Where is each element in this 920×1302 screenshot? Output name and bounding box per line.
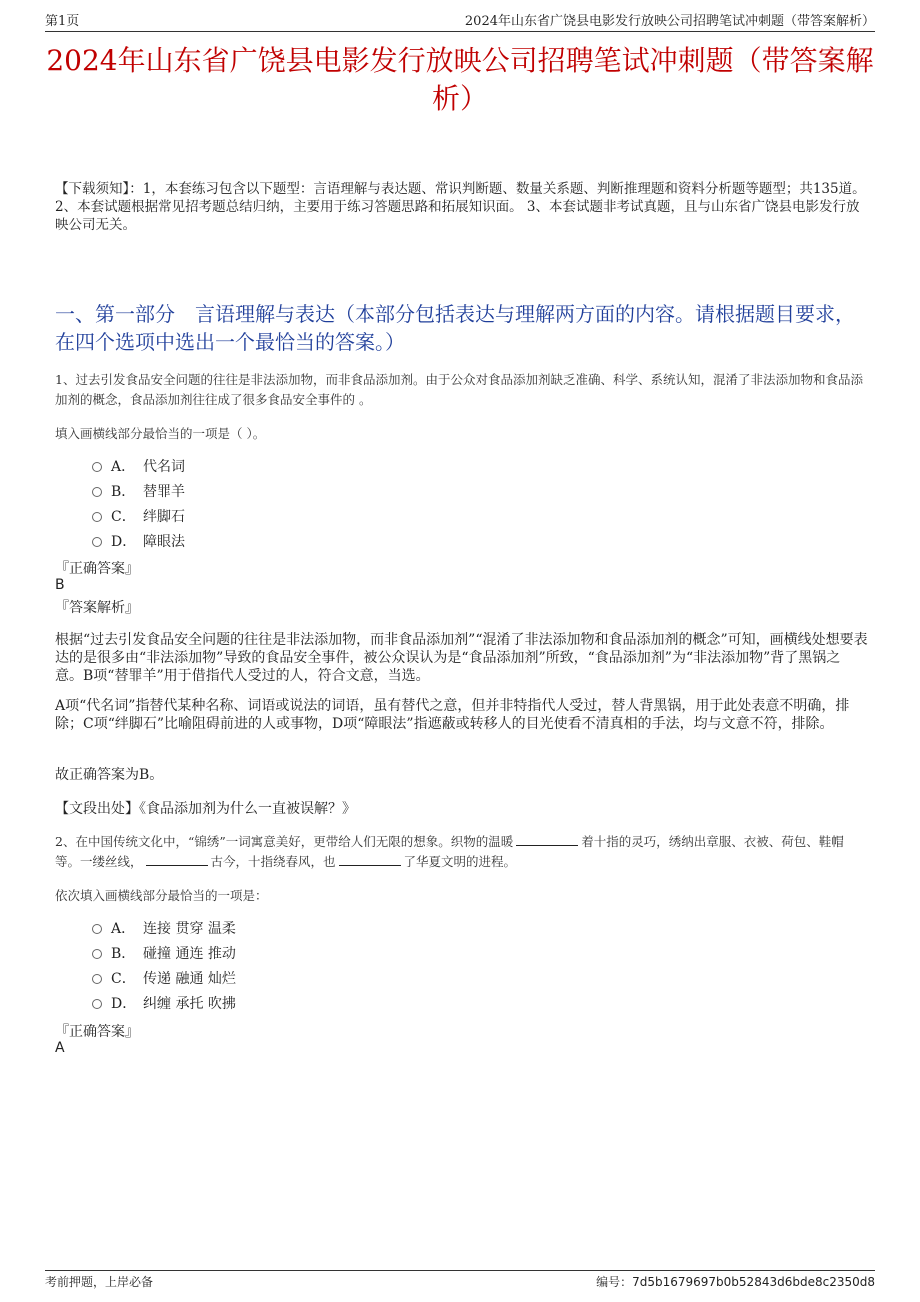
download-notice: 【下载须知】：1，本套练习包含以下题型：言语理解与表达题、常识判断题、数量关系题、判断推理题和资料分析题等题型；共135道。 2、本套试题根据常见招考题总结归纳，主要用于练习答题思路和拓展知识面。 3、本套试题非考试真题，且与山东省广饶县电影发行放映公司无关。	[55, 181, 866, 233]
option-text: 纠缠 承托 吹拂	[143, 995, 236, 1012]
radio-icon[interactable]	[92, 974, 102, 984]
option-letter: B．	[111, 483, 136, 500]
stem-text: 古今，十指绕春风，也	[210, 854, 336, 869]
radio-icon[interactable]	[92, 512, 102, 522]
option-text: 代名词	[143, 458, 185, 475]
question-2-stem	[55, 832, 868, 872]
source-citation: 【文段出处】《食品添加剂为什么一直被误解？》	[55, 801, 356, 817]
option-letter: D．	[111, 533, 137, 550]
stem-text: 了华夏文明的进程。	[403, 854, 517, 869]
question-1-stem: 1、过去引发食品安全问题的往往是非法添加物，而非食品添加剂。由于公众对食品添加剂缺乏准确、科学、系统认知，混淆了非法添加物和食品添加剂的概念，食品添加剂往往成了很多食品安全事件的 。	[55, 372, 863, 407]
radio-icon[interactable]	[92, 487, 102, 497]
analysis-label: 『答案解析』	[55, 600, 139, 616]
answer-blank	[339, 854, 401, 866]
footer-slogan: 考前押题，上岸必备	[45, 1275, 154, 1289]
question-2-options	[92, 915, 492, 1015]
radio-icon[interactable]	[92, 999, 102, 1009]
option-text: 绊脚石	[143, 508, 185, 525]
document-title: 2024年山东省广饶县电影发行放映公司招聘笔试冲刺题（带答案解析）	[46, 44, 874, 115]
option-a[interactable]	[92, 915, 492, 940]
option-d[interactable]	[92, 990, 492, 1015]
correct-answer-label: 『正确答案』	[55, 1024, 139, 1040]
stem-text: 着十指的灵巧，绣纳出章服、衣被、荷包、鞋帽等。一缕丝线，	[55, 834, 844, 869]
question-1-prompt: 填入画横线部分最恰当的一项是（ ）。	[55, 426, 266, 441]
option-letter: A．	[111, 458, 136, 475]
analysis-paragraph-1: 根据“过去引发食品安全问题的往往是非法添加物，而非食品添加剂”“混淆了非法添加物和食品添加剂的概念”可知，画横线处想要表达的是很多由“非法添加物”导致的食品安全事件，被公众误认为是“食品添加剂”所致，“食品添加剂”为“非法添加物”背了黑锅之意。B项“替罪羊”用于借指代人受过的人，符合文意，当选。	[55, 632, 868, 684]
option-letter: C．	[111, 508, 136, 525]
radio-icon[interactable]	[92, 949, 102, 959]
option-text: 替罪羊	[143, 483, 185, 500]
option-c[interactable]	[92, 503, 492, 528]
page-header	[45, 14, 875, 32]
stem-text: 2、在中国传统文化中，“锦绣”一词寓意美好，更带给人们无限的想象。织物的温暖	[55, 834, 514, 849]
option-letter: A．	[111, 920, 136, 937]
question-2-prompt: 依次填入画横线部分最恰当的一项是：	[55, 888, 268, 903]
analysis-paragraph-2: A项“代名词”指替代某种名称、词语或说法的词语，虽有替代之意，但并非特指代人受过，替人背黑锅，用于此处表意不明确，排除；C项“绊脚石”比喻阻碍前进的人或事物，D项“障眼法”指遮蔽或转移人的目光使看不清真相的手法，均与文意不符，排除。	[55, 698, 850, 732]
page-footer	[45, 1270, 875, 1288]
correct-answer-label: 『正确答案』	[55, 561, 139, 577]
option-text: 连接 贯穿 温柔	[143, 920, 236, 937]
option-text: 碰撞 通连 推动	[143, 945, 236, 962]
option-letter: D．	[111, 995, 137, 1012]
page-number: 第1页	[45, 14, 80, 29]
correct-answer: A	[55, 1040, 65, 1056]
radio-icon[interactable]	[92, 537, 102, 547]
radio-icon[interactable]	[92, 924, 102, 934]
section-heading: 一、第一部分 言语理解与表达（本部分包括表达与理解两方面的内容。请根据题目要求，在四个选项中选出一个最恰当的答案。）	[55, 302, 855, 354]
option-b[interactable]	[92, 940, 492, 965]
answer-blank	[146, 854, 208, 866]
document-id: 编号：7d5b1679697b0b52843d6bde8c2350d8	[596, 1275, 875, 1289]
option-d[interactable]	[92, 528, 492, 553]
option-b[interactable]	[92, 478, 492, 503]
radio-icon[interactable]	[92, 462, 102, 472]
option-letter: C．	[111, 970, 136, 987]
answer-blank	[516, 834, 578, 846]
question-1-options	[92, 453, 492, 553]
option-c[interactable]	[92, 965, 492, 990]
option-letter: B．	[111, 945, 136, 962]
correct-answer: B	[55, 577, 65, 593]
option-text: 传递 融通 灿烂	[143, 970, 236, 987]
analysis-conclusion: 故正确答案为B。	[55, 767, 164, 783]
option-text: 障眼法	[143, 533, 185, 550]
option-a[interactable]	[92, 453, 492, 478]
running-title: 2024年山东省广饶县电影发行放映公司招聘笔试冲刺题（带答案解析）	[464, 14, 875, 29]
